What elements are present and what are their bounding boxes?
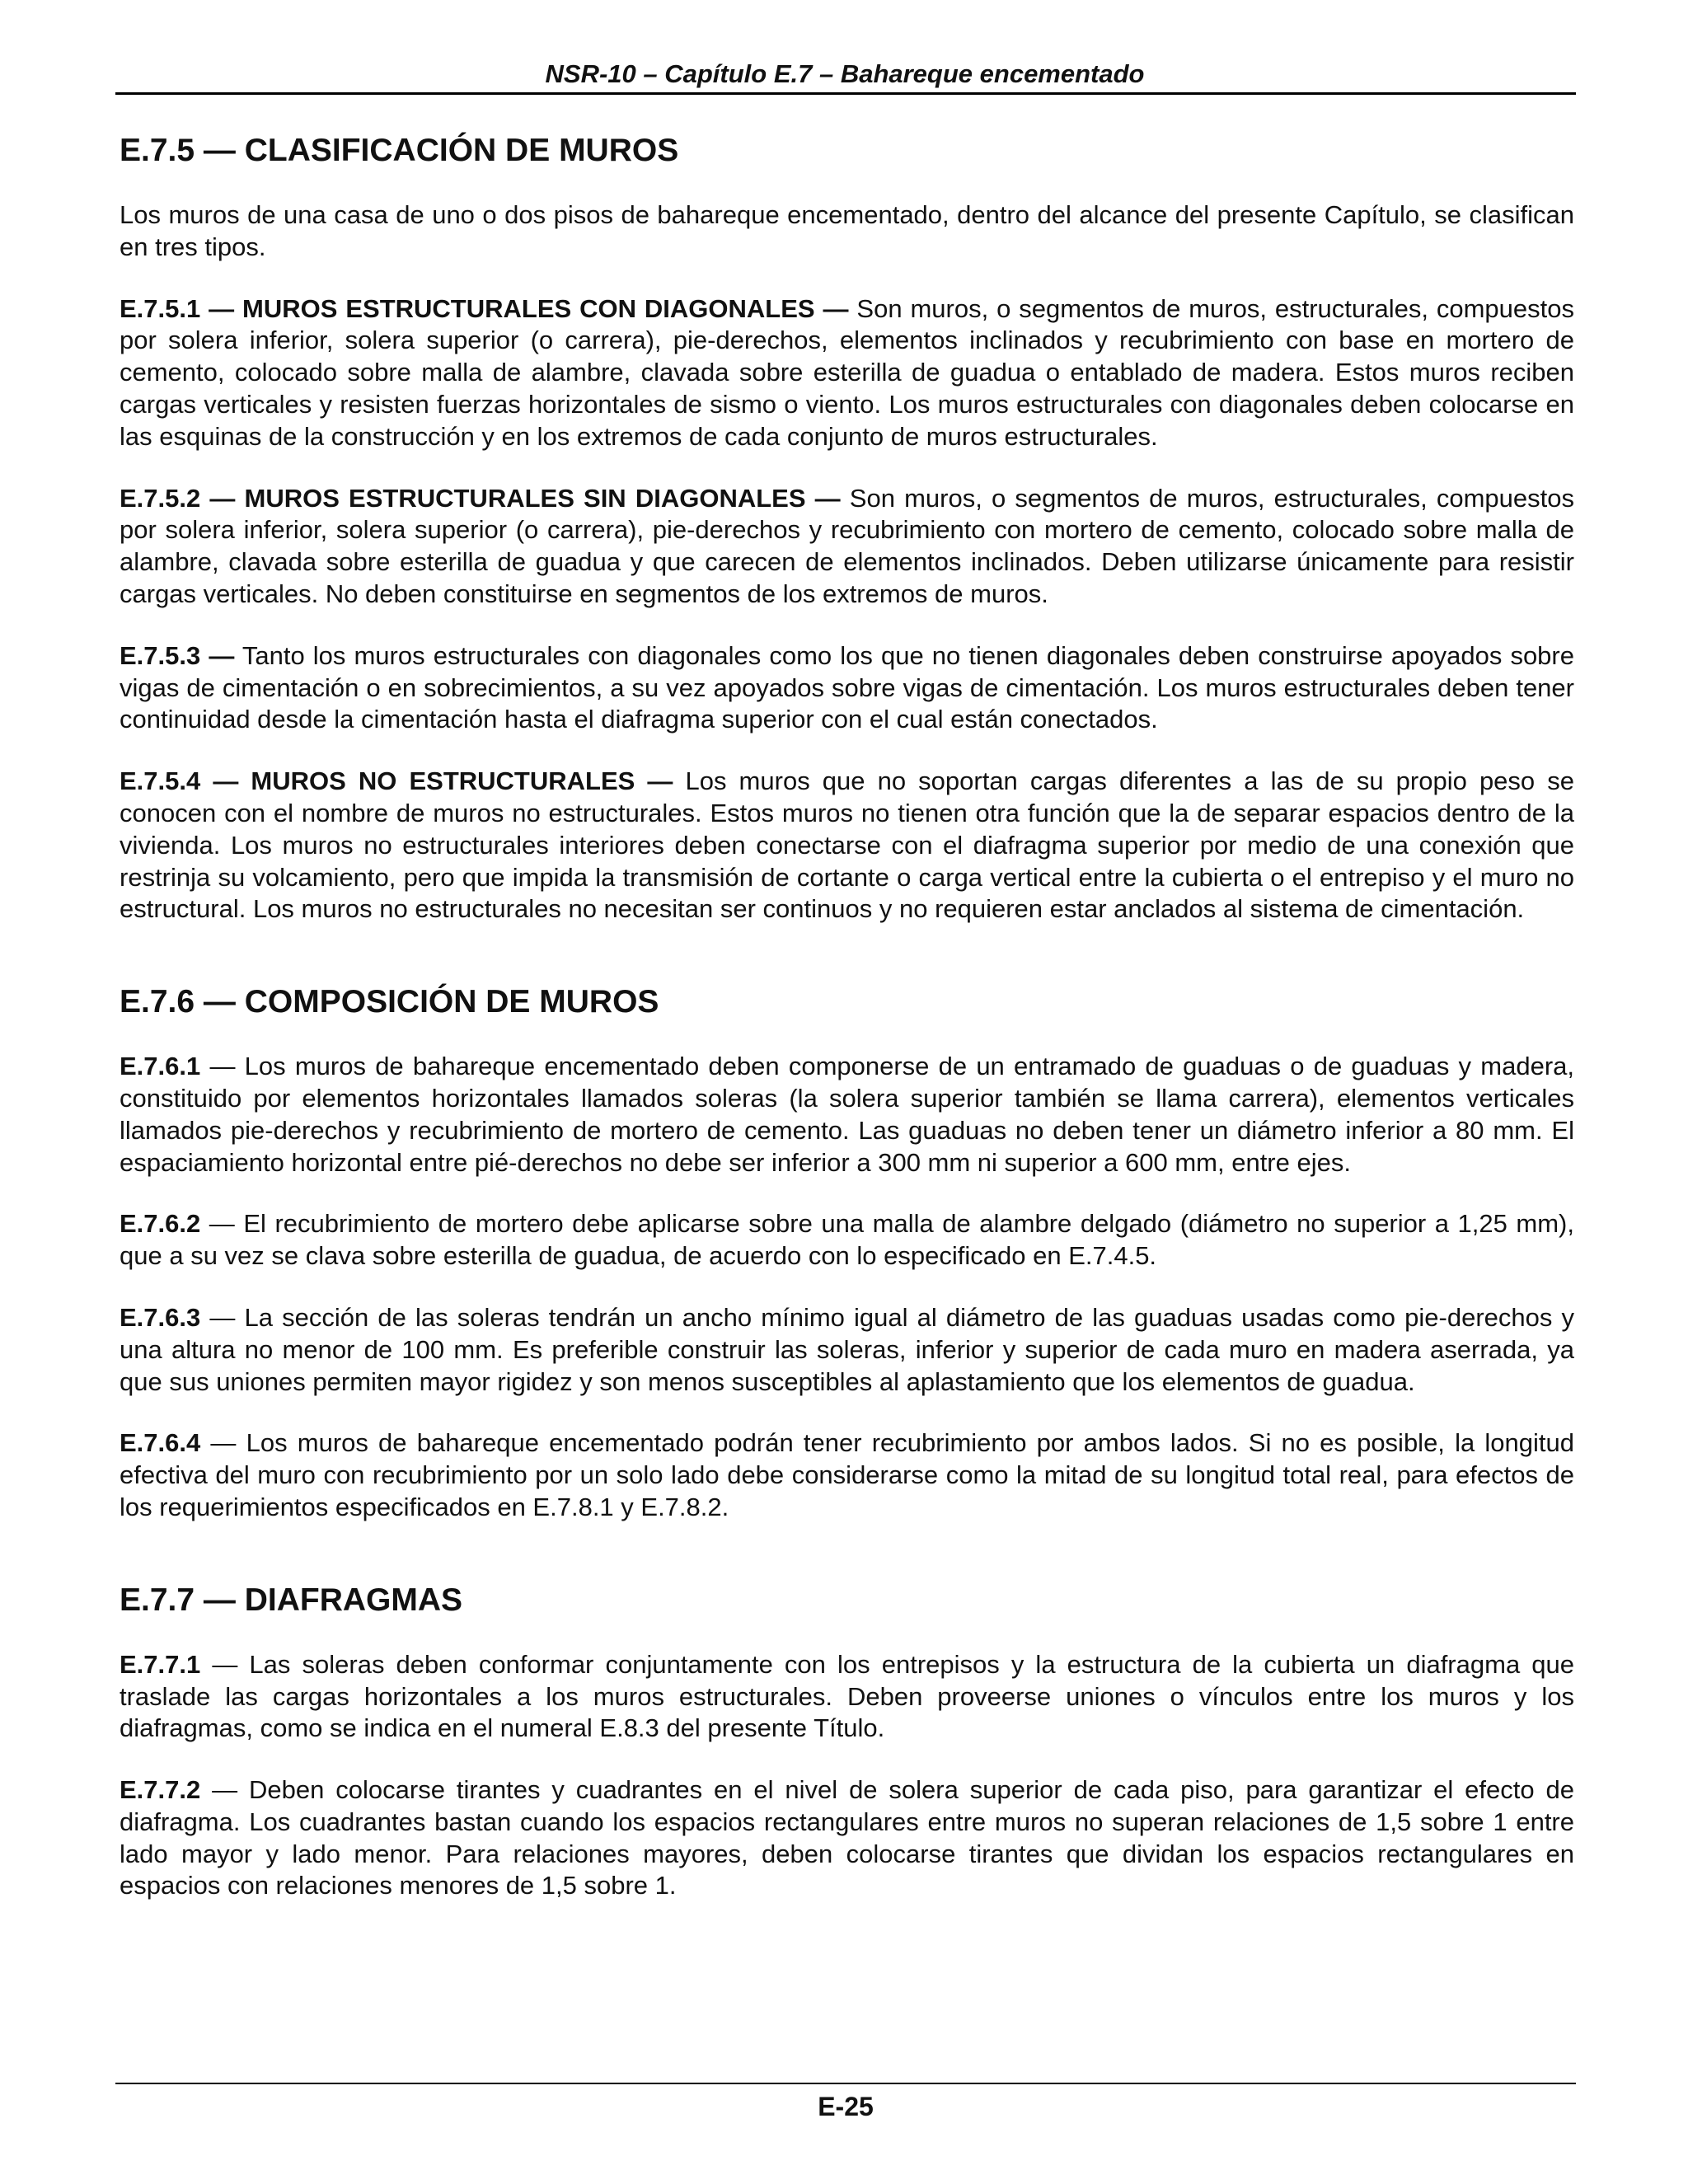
paragraph-lead: E.7.6.1 (120, 1052, 201, 1081)
paragraph-e761 (120, 1051, 1574, 1179)
paragraph-text: — Deben colocarse tirantes y cuadrantes en el nivel de solera superior de cada piso, para garantizar el efecto de diafragma. Los cuadrantes bastan cuando los espacios rectangulares entre muros no superan relaciones de 1,5 sobre 1 entre lado mayor y lado menor. Para relaciones mayores, deben colocarse tirantes que dividan los espacios rectangulares en espacios con relaciones menores de 1,5 sobre 1. (120, 1775, 1574, 1900)
paragraph-text: Los muros que no soportan cargas diferentes a las de su propio peso se conocen con el nombre de muros no estructurales. Estos muros no tienen otra función que la de separar espacios dentro de la vivienda. Los muros no estructurales interiores deben conectarse con el diafragma superior por medio de una conexión que restrinja su volcamiento, pero que impida la transmisión de cortante o carga vertical entre la cubierta o el entrepiso y el muro no estructural. Los muros no estructurales no necesitan ser continuos y no requieren estar anclados al sistema de cimentación. (120, 766, 1574, 924)
section-title-e77: E.7.7 — DIAFRAGMAS (120, 1582, 463, 1618)
paragraph-text: — El recubrimiento de mortero debe aplicarse sobre una malla de alambre delgado (diámetro no superior a 1,25 mm), que a su vez se clava sobre esterilla de guadua, de acuerdo con lo especificado en E.7.4.5. (120, 1209, 1574, 1271)
footer-divider (115, 2083, 1576, 2084)
paragraph-lead: E.7.6.3 (120, 1302, 201, 1332)
paragraph-lead: E.7.7.1 (120, 1649, 201, 1679)
section-title-e75: E.7.5 — CLASIFICACIÓN DE MUROS (120, 133, 679, 168)
paragraph-text: Los muros de una casa de uno o dos pisos de bahareque encementado, dentro del alcance del presente Capítulo, se clasifican en tres tipos. (120, 200, 1574, 261)
paragraph-e764 (120, 1427, 1574, 1523)
paragraph-lead: E.7.6.4 (120, 1428, 201, 1458)
paragraph-e752 (120, 483, 1574, 611)
paragraph-lead: E.7.5.2 — MUROS ESTRUCTURALES SIN DIAGONALES — (120, 483, 841, 513)
paragraph-text: — Las soleras deben conformar conjuntamente con los entrepisos y la estructura de la cubierta un diafragma que traslade las cargas horizontales a los muros estructurales. Deben proveerse uniones o vínculos entre los muros y los diafragmas, como se indica en el numeral E.8.3 del presente Título. (120, 1649, 1574, 1743)
paragraph-lead: E.7.7.2 (120, 1775, 201, 1805)
paragraph-text: Son muros, o segmentos de muros, estructurales, compuestos por solera inferior, solera superior (o carrera), pie-derechos, elementos inclinados y recubrimiento con base en mortero de cemento, colocado sobre malla de alambre, clavada sobre esterilla de guadua o entablado de madera. Estos muros reciben cargas verticales y resisten fuerzas horizontales de sismo o viento. Los muros estructurales con diagonales deben colocarse en las esquinas de la construcción y en los extremos de cada conjunto de muros estructurales. (120, 293, 1574, 451)
paragraph-e753 (120, 640, 1574, 736)
paragraph-text: — Los muros de bahareque encementado deben componerse de un entramado de guaduas o de guaduas y madera, constituido por elementos horizontales llamados soleras (la solera superior también se llama carrera), elementos verticales llamados pie-derechos y recubrimiento de mortero de cemento. Las guaduas no deben tener un diámetro inferior a 80 mm. El espaciamiento horizontal entre pié-derechos no debe ser inferior a 300 mm ni superior a 600 mm, entre ejes. (120, 1052, 1574, 1177)
paragraph-lead: E.7.5.3 — (120, 640, 235, 670)
section-title-e76: E.7.6 — COMPOSICIÓN DE MUROS (120, 984, 659, 1020)
paragraph-e771 (120, 1649, 1574, 1745)
paragraph-text: Tanto los muros estructurales con diagonales como los que no tienen diagonales deben construirse apoyados sobre vigas de cimentación o en sobrecimientos, a su vez apoyados sobre vigas de cimentación. Los muros estructurales deben tener continuidad desde la cimentación hasta el diafragma superior con el cual están conectados. (120, 640, 1574, 734)
running-header: NSR-10 – Capítulo E.7 – Bahareque encementado (545, 59, 1145, 88)
paragraph-text: — La sección de las soleras tendrán un ancho mínimo igual al diámetro de las guaduas usadas como pie-derechos y una altura no menor de 100 mm. Es preferible construir las soleras, inferior y superior de cada muro en madera aserrada, ya que sus uniones permiten mayor rigidez y son menos susceptibles al aplastamiento que los elementos de guadua. (120, 1302, 1574, 1396)
paragraph-lead: E.7.5.1 — MUROS ESTRUCTURALES CON DIAGONALES — (120, 293, 849, 323)
paragraph-e772 (120, 1774, 1574, 1902)
paragraph-text: Son muros, o segmentos de muros, estructurales, compuestos por solera inferior, solera superior (o carrera), pie-derechos y recubrimiento con mortero de cemento, colocado sobre malla de alambre, clavada sobre esterilla de guadua y que carecen de elementos inclinados. Deben utilizarse únicamente para resistir cargas verticales. No deben constituirse en segmentos de los extremos de muros. (120, 483, 1574, 608)
page-content (120, 124, 1574, 1932)
paragraph-e763 (120, 1302, 1574, 1398)
paragraph-e762 (120, 1208, 1574, 1272)
paragraph-e751 (120, 293, 1574, 453)
paragraph-e754 (120, 766, 1574, 926)
paragraph-text: — Los muros de bahareque encementado podrán tener recubrimiento por ambos lados. Si no es posible, la longitud efectiva del muro con recubrimiento por un solo lado debe considerarse como la mitad de su longitud total real, para efectos de los requerimientos especificados en E.7.8.1 y E.7.8.2. (120, 1428, 1574, 1521)
page-number: E-25 (818, 2092, 874, 2121)
header-divider (115, 92, 1576, 95)
paragraph-e75-intro (120, 199, 1574, 264)
paragraph-lead: E.7.5.4 — MUROS NO ESTRUCTURALES — (120, 766, 673, 796)
paragraph-lead: E.7.6.2 (120, 1209, 201, 1239)
